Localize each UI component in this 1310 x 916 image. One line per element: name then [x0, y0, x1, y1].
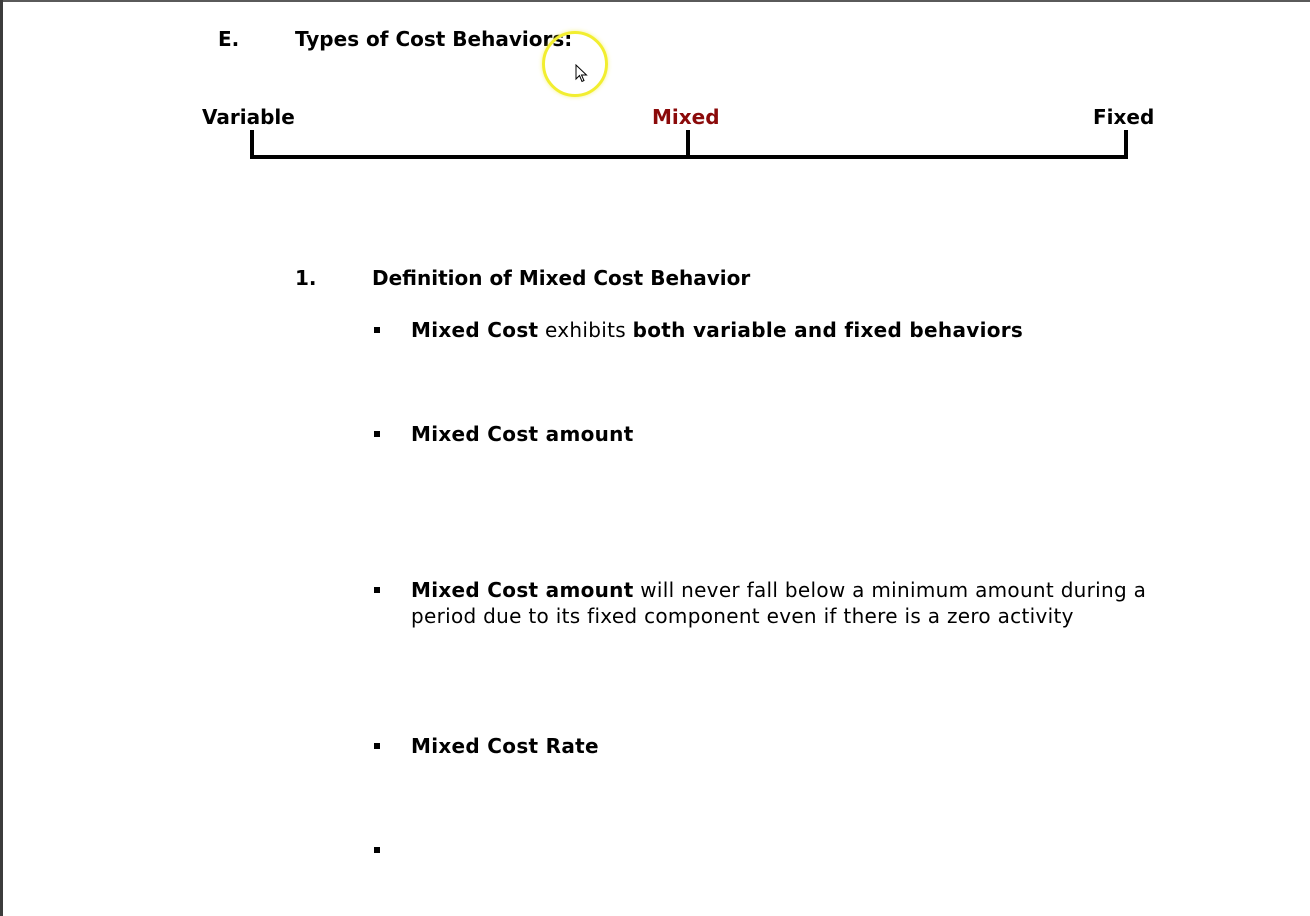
bullet-marker	[374, 587, 380, 593]
section-letter: E.	[218, 27, 240, 51]
bullet-text-4	[411, 734, 599, 758]
bullet-text-3	[411, 578, 1146, 602]
bullet-text-1	[411, 318, 1023, 342]
spectrum-baseline	[250, 155, 1128, 159]
spectrum-label-variable: Variable	[202, 105, 295, 129]
mouse-pointer-icon	[575, 64, 589, 84]
bullet-1-part-3: both variable and fixed behaviors	[632, 318, 1024, 342]
bullet-marker	[374, 431, 380, 437]
subsection-number: 1.	[295, 266, 317, 290]
bullet-1-part-2: exhibits	[538, 318, 633, 342]
bullet-4-part-1: Mixed Cost Rate	[411, 734, 599, 758]
section-title: Types of Cost Behaviors:	[295, 27, 573, 51]
window-left-border	[0, 0, 3, 916]
bullet-marker	[374, 327, 380, 333]
bullet-2-part-1: Mixed Cost amount	[411, 422, 634, 446]
bullet-3-part-1: Mixed Cost amount	[411, 578, 634, 602]
spectrum-label-fixed: Fixed	[1093, 105, 1155, 129]
bullet-marker	[374, 743, 380, 749]
subsection-title: Definition of Mixed Cost Behavior	[372, 266, 751, 290]
bullet-1-part-1: Mixed Cost	[411, 318, 539, 342]
spectrum-label-mixed: Mixed	[652, 105, 720, 129]
bullet-3-part-2: will never fall below a minimum amount during a	[633, 578, 1147, 602]
bullet-text-2	[411, 422, 634, 446]
window-top-border	[0, 0, 1310, 2]
bullet-marker-empty	[374, 847, 380, 853]
bullet-3-continuation: period due to its fixed component even if there is a zero activity	[411, 604, 1074, 628]
